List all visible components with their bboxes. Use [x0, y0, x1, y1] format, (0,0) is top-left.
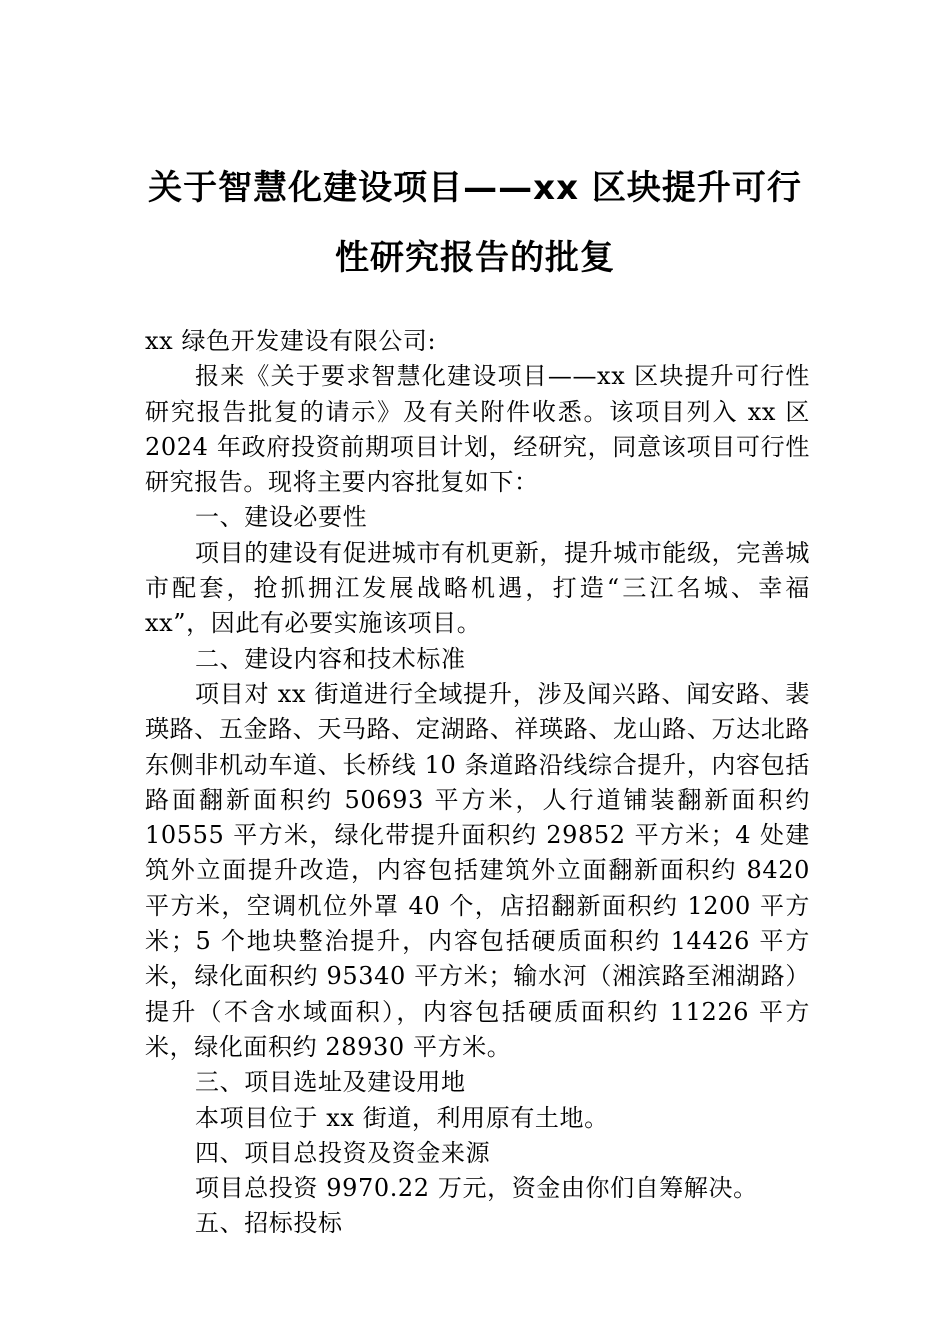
paragraph-necessity: 项目的建设有促进城市有机更新，提升城市能级，完善城市配套，抢抓拥江发展战略机遇，打造“三江名城、幸福 xx”，因此有必要实施该项目。: [145, 538, 810, 638]
section-heading-content: 二、建设内容和技术标准: [195, 644, 466, 673]
section-heading-site: 三、项目选址及建设用地: [195, 1068, 466, 1097]
paragraph-investment: 项目总投资 9970.22 万元，资金由你们自筹解决。: [195, 1174, 758, 1203]
document-title-line-2: 性研究报告的批复: [335, 238, 615, 278]
addressee: xx 绿色开发建设有限公司:: [145, 327, 437, 355]
document-body: [145, 324, 810, 1242]
paragraph-site: 本项目位于 xx 街道，利用原有土地。: [195, 1103, 609, 1132]
section-heading-investment: 四、项目总投资及资金来源: [195, 1138, 491, 1167]
paragraph-intro: 报来《关于要求智慧化建设项目——xx 区块提升可行性研究报告批复的请示》及有关附件收悉。该项目列入 xx 区 2024 年政府投资前期项目计划，经研究，同意该项目可行性研究报告。现将主要内容批复如下：: [145, 362, 810, 497]
section-heading-bidding: 五、招标投标: [195, 1209, 343, 1238]
document-title-line-1: 关于智慧化建设项目——xx 区块提升可行: [148, 168, 802, 208]
paragraph-content: 项目对 xx 街道进行全域提升，涉及闻兴路、闻安路、裴瑛路、五金路、天马路、定湖路、祥瑛路、龙山路、万达北路东侧非机动车道、长桥线 10 条道路沿线综合提升，内容包括路面翻新面积约 50693 平方米，人行道铺装翻新面积约 10555 平方米，绿化带提升面积约 29852 平方米；4 处建筑外立面提升改造，内容包括建筑外立面翻新面积约 8420 平方米，空调机位外罩 40 个，店招翻新面积约 1200 平方米；5 个地块整治提升，内容包括硬质面积约 14426 平方米，绿化面积约 95340 平方米；输水河（湘滨路至湘湖路）提升（不含水域面积），内容包括硬质面积约 11226 平方米，绿化面积约 28930 平方米。: [145, 679, 810, 1061]
section-heading-necessity: 一、建设必要性: [195, 503, 368, 532]
